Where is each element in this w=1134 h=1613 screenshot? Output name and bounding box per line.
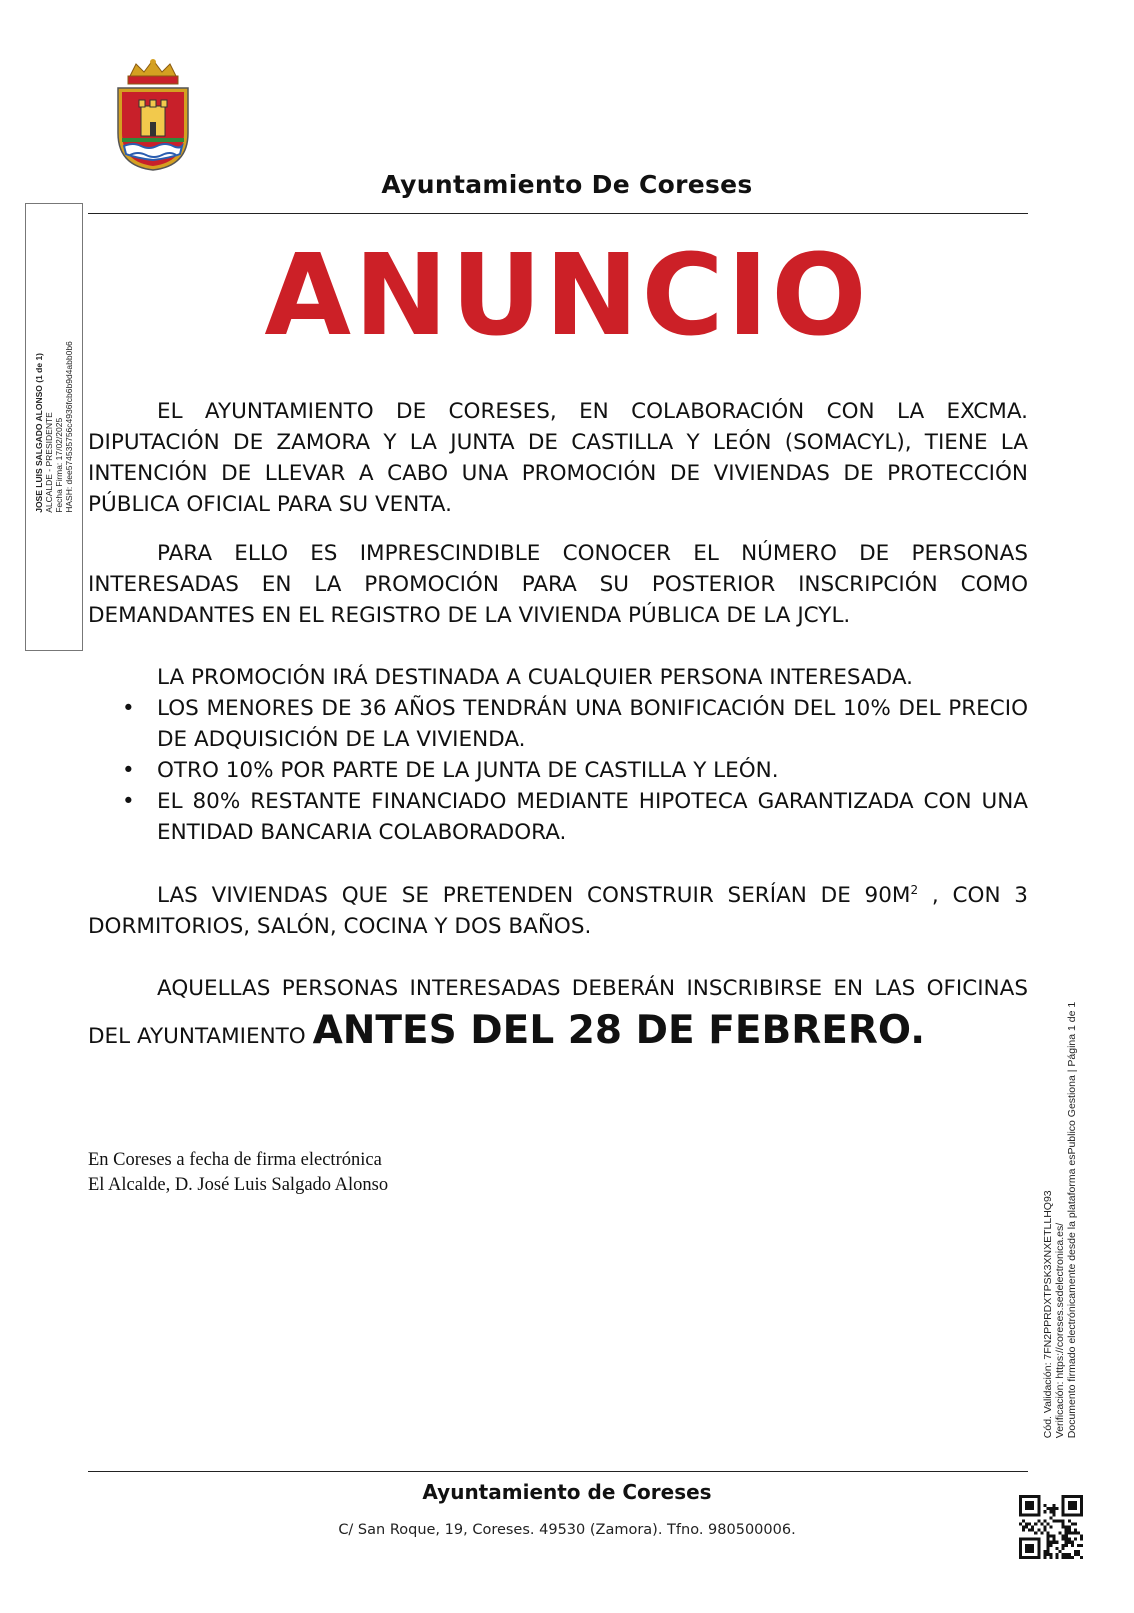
footer-address: C/ San Roque, 19, Coreses. 49530 (Zamora). Tfno. 980500006.: [338, 1522, 796, 1538]
header-divider: [88, 213, 1028, 214]
qr-code-icon: [1019, 1495, 1083, 1559]
paragraph-conditions: [88, 662, 1028, 848]
signature-stamp: [25, 203, 83, 651]
validation-url: Verificación: https://coreses.sedelectronica.es/: [1054, 1222, 1066, 1439]
page-title: Ayuntamiento De Coreses: [381, 170, 753, 199]
paragraph-deadline: [88, 973, 1028, 1058]
closing-line: En Coreses a fecha de firma electrónica: [88, 1150, 382, 1170]
validation-stamp: [1030, 985, 1090, 1455]
signer-role: ALCALDE - PRESIDENTE: [44, 412, 54, 513]
signer-name: JOSE LUIS SALGADO ALONSO (1 de 1): [34, 352, 44, 513]
list-item: • LOS MENORES DE 36 AÑOS TENDRÁN UNA BONIFICACIÓN DEL 10% DEL PRECIO DE ADQUISICIÓN DE LA VIVIENDA.: [88, 693, 1028, 755]
paragraph-text: LAS VIVIENDAS QUE SE PRETENDEN CONSTRUIR SERÍAN DE 90M: [157, 883, 911, 908]
closing-signature: [88, 1148, 388, 1198]
paragraph-text: LA PROMOCIÓN IRÁ DESTINADA A CUALQUIER PERSONA INTERESADA.: [157, 665, 914, 690]
closing-line: El Alcalde, D. José Luis Salgado Alonso: [88, 1175, 389, 1195]
conditions-list: [88, 693, 1028, 848]
paragraph-text: AQUELLAS PERSONAS INTERESADAS DEBERÁN INSCRIBIRSE EN LAS OFICINAS DEL AYUNTAMIENTO: [88, 976, 1028, 1049]
footer-divider: [88, 1471, 1028, 1472]
signature-hash: HASH: dee574535756c4936fcb6b9d4abb0b6: [64, 341, 74, 513]
signature-date: Fecha Firma: 17/02/2025: [54, 417, 64, 513]
validation-note: Documento firmado electrónicamente desde la plataforma esPublico Gestiona | Página 1 de 1: [1066, 1001, 1078, 1439]
paragraph-housing: [88, 880, 1028, 942]
paragraph-intro: [88, 396, 1028, 520]
list-item: • OTRO 10% POR PARTE DE LA JUNTA DE CASTILLA Y LEÓN.: [88, 755, 1028, 786]
footer-title: Ayuntamiento de Coreses: [422, 1480, 712, 1504]
deadline-highlight: ANTES DEL 28 DE FEBRERO.: [312, 1008, 926, 1053]
superscript: 2: [910, 883, 919, 897]
paragraph-purpose: [88, 538, 1028, 631]
paragraph-text: PARA ELLO ES IMPRESCINDIBLE CONOCER EL NÚMERO DE PERSONAS INTERESADAS EN LA PROMOCIÓN PARA SU POSTERIOR INSCRIPCIÓN COMO DEMANDANTES EN EL REGISTRO DE LA VIVIENDA PÚBLICA DE LA JCYL.: [88, 541, 1028, 628]
announcement-title: ANUNCIO: [264, 231, 870, 361]
paragraph-text: EL AYUNTAMIENTO DE CORESES, EN COLABORACIÓN CON LA EXCMA. DIPUTACIÓN DE ZAMORA Y LA JUNTA DE CASTILLA Y LEÓN (SOMACYL), TIENE LA INTENCIÓN DE LLEVAR A CABO UNA PROMOCIÓN DE VIVIENDAS DE PROTECCIÓN PÚBLICA OFICIAL PARA SU VENTA.: [88, 399, 1028, 517]
paragraph-text: , CON 3 DORMITORIOS, SALÓN, COCINA Y DOS BAÑOS.: [88, 883, 1028, 939]
list-item: • EL 80% RESTANTE FINANCIADO MEDIANTE HIPOTECA GARANTIZADA CON UNA ENTIDAD BANCARIA COLABORADORA.: [88, 786, 1028, 848]
validation-code: Cód. Validación: 7FN2PPRDXTPSK3XNXETLLHQ93: [1042, 1190, 1054, 1439]
municipal-crest-icon: [108, 58, 198, 173]
